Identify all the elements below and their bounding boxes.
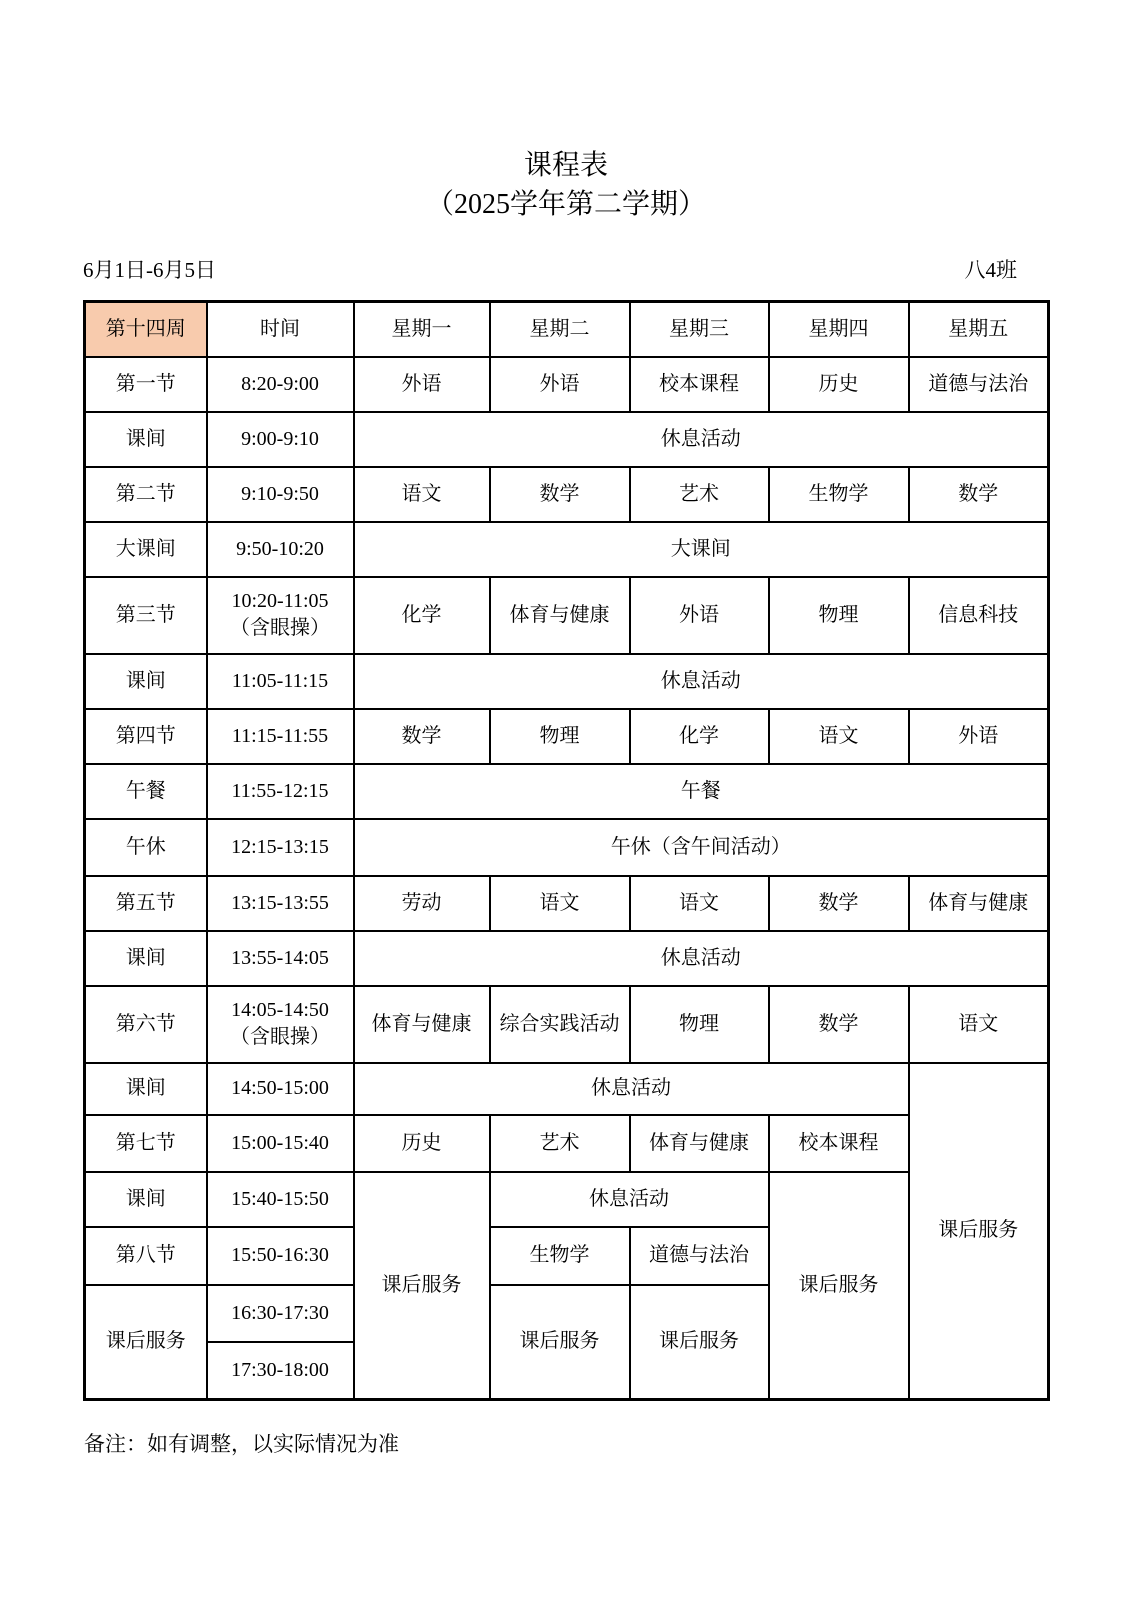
r5-time-note: （含眼操）	[230, 617, 330, 639]
cell-r14-label: 第七节	[85, 1115, 207, 1172]
cell-r14-mon: 历史	[354, 1115, 490, 1172]
title-block	[0, 0, 1132, 224]
cell-r10-label: 第五节	[85, 876, 207, 931]
cell-r17-wed-after-school: 课后服务	[630, 1285, 769, 1400]
row-lunch	[85, 764, 1049, 819]
cell-r18-time: 17:30-18:00	[207, 1342, 354, 1400]
cell-r4-time: 9:50-10:20	[207, 522, 354, 577]
header-wednesday: 星期三	[630, 302, 769, 357]
cell-r7-wed: 化学	[630, 709, 769, 764]
cell-r1-fri: 道德与法治	[909, 357, 1049, 412]
cell-r9-time: 12:15-13:15	[207, 819, 354, 876]
header-monday: 星期一	[354, 302, 490, 357]
header-time: 时间	[207, 302, 354, 357]
row-break-3	[85, 931, 1049, 986]
cell-r8-label: 午餐	[85, 764, 207, 819]
cell-r5-wed: 外语	[630, 577, 769, 654]
footer-note: 备注：如有调整，以实际情况为准	[84, 1432, 399, 1456]
row-period-3	[85, 577, 1049, 654]
cell-r15-tue-wed: 休息活动	[490, 1172, 769, 1227]
cell-r5-time	[207, 577, 354, 654]
cell-r17-time: 16:30-17:30	[207, 1285, 354, 1342]
cell-r5-label: 第三节	[85, 577, 207, 654]
cell-r10-time: 13:15-13:55	[207, 876, 354, 931]
cell-r1-mon: 外语	[354, 357, 490, 412]
cell-r3-wed: 艺术	[630, 467, 769, 522]
page-subtitle: （2025学年第二学期）	[425, 189, 706, 220]
cell-r3-label: 第二节	[85, 467, 207, 522]
row-noon-rest	[85, 819, 1049, 876]
cell-r12-thu: 数学	[769, 986, 909, 1063]
cell-r12-mon: 体育与健康	[354, 986, 490, 1063]
cell-r3-fri: 数学	[909, 467, 1049, 522]
cell-r11-label: 课间	[85, 931, 207, 986]
cell-r2-label: 课间	[85, 412, 207, 467]
row-period-6	[85, 986, 1049, 1063]
r12-time-text: 14:05-14:50	[231, 999, 329, 1021]
cell-r8-time: 11:55-12:15	[207, 764, 354, 819]
cell-r7-thu: 语文	[769, 709, 909, 764]
row-period-5	[85, 876, 1049, 931]
cell-r10-wed: 语文	[630, 876, 769, 931]
header-week: 第十四周	[85, 302, 207, 357]
cell-r13-fri-after-school: 课后服务	[909, 1063, 1049, 1400]
row-big-break	[85, 522, 1049, 577]
cell-r6-time: 11:05-11:15	[207, 654, 354, 709]
cell-r5-mon: 化学	[354, 577, 490, 654]
r5-time-text: 10:20-11:05	[231, 590, 329, 612]
cell-r4-all: 大课间	[354, 522, 1049, 577]
date-range: 6月1日-6月5日	[83, 258, 216, 282]
cell-r5-fri: 信息科技	[909, 577, 1049, 654]
cell-r14-wed: 体育与健康	[630, 1115, 769, 1172]
cell-r7-label: 第四节	[85, 709, 207, 764]
cell-r12-fri: 语文	[909, 986, 1049, 1063]
cell-r15-thu-after-school: 课后服务	[769, 1172, 909, 1400]
cell-r13-time: 14:50-15:00	[207, 1063, 354, 1115]
cell-r16-label: 第八节	[85, 1227, 207, 1285]
cell-r9-all: 午休（含午间活动）	[354, 819, 1049, 876]
cell-r1-wed: 校本课程	[630, 357, 769, 412]
row-break-5	[85, 1172, 1049, 1227]
cell-r7-tue: 物理	[490, 709, 630, 764]
cell-r3-tue: 数学	[490, 467, 630, 522]
header-friday: 星期五	[909, 302, 1049, 357]
cell-r15-mon-after-school: 课后服务	[354, 1172, 490, 1400]
cell-r3-time: 9:10-9:50	[207, 467, 354, 522]
cell-r3-mon: 语文	[354, 467, 490, 522]
cell-r10-tue: 语文	[490, 876, 630, 931]
row-break-2	[85, 654, 1049, 709]
header-thursday: 星期四	[769, 302, 909, 357]
cell-r13-label: 课间	[85, 1063, 207, 1115]
row-period-1	[85, 357, 1049, 412]
cell-r17-tue-after-school: 课后服务	[490, 1285, 630, 1400]
cell-r1-thu: 历史	[769, 357, 909, 412]
cell-r7-fri: 外语	[909, 709, 1049, 764]
cell-r1-time: 8:20-9:00	[207, 357, 354, 412]
meta-row	[83, 254, 1047, 284]
cell-r14-time: 15:00-15:40	[207, 1115, 354, 1172]
row-period-2	[85, 467, 1049, 522]
cell-r4-label: 大课间	[85, 522, 207, 577]
class-name: 八4班	[964, 258, 1017, 282]
header-tuesday: 星期二	[490, 302, 630, 357]
r12-time-note: （含眼操）	[230, 1026, 330, 1048]
cell-r14-tue: 艺术	[490, 1115, 630, 1172]
cell-r7-mon: 数学	[354, 709, 490, 764]
page-title: 课程表	[523, 150, 608, 181]
cell-r6-all: 休息活动	[354, 654, 1049, 709]
row-period-7	[85, 1115, 1049, 1172]
cell-r10-thu: 数学	[769, 876, 909, 931]
cell-r2-time: 9:00-9:10	[207, 412, 354, 467]
cell-r16-tue: 生物学	[490, 1227, 630, 1285]
cell-r8-all: 午餐	[354, 764, 1049, 819]
cell-r1-tue: 外语	[490, 357, 630, 412]
cell-r7-time: 11:15-11:55	[207, 709, 354, 764]
schedule-table	[83, 300, 1050, 1401]
cell-r6-label: 课间	[85, 654, 207, 709]
cell-r1-label: 第一节	[85, 357, 207, 412]
header-row	[85, 302, 1049, 357]
cell-r13-mon-thu: 休息活动	[354, 1063, 909, 1115]
cell-r2-all: 休息活动	[354, 412, 1049, 467]
cell-r14-thu: 校本课程	[769, 1115, 909, 1172]
cell-r10-mon: 劳动	[354, 876, 490, 931]
cell-r15-time: 15:40-15:50	[207, 1172, 354, 1227]
cell-r16-time: 15:50-16:30	[207, 1227, 354, 1285]
cell-r10-fri: 体育与健康	[909, 876, 1049, 931]
cell-r12-wed: 物理	[630, 986, 769, 1063]
cell-r12-time	[207, 986, 354, 1063]
cell-r12-label: 第六节	[85, 986, 207, 1063]
row-period-4	[85, 709, 1049, 764]
cell-r17-label: 课后服务	[85, 1285, 207, 1400]
cell-r5-tue: 体育与健康	[490, 577, 630, 654]
cell-r15-label: 课间	[85, 1172, 207, 1227]
cell-r11-time: 13:55-14:05	[207, 931, 354, 986]
cell-r9-label: 午休	[85, 819, 207, 876]
cell-r3-thu: 生物学	[769, 467, 909, 522]
cell-r11-all: 休息活动	[354, 931, 1049, 986]
cell-r12-tue: 综合实践活动	[490, 986, 630, 1063]
cell-r5-thu: 物理	[769, 577, 909, 654]
cell-r16-wed: 道德与法治	[630, 1227, 769, 1285]
row-break-4	[85, 1063, 1049, 1115]
row-break-1	[85, 412, 1049, 467]
